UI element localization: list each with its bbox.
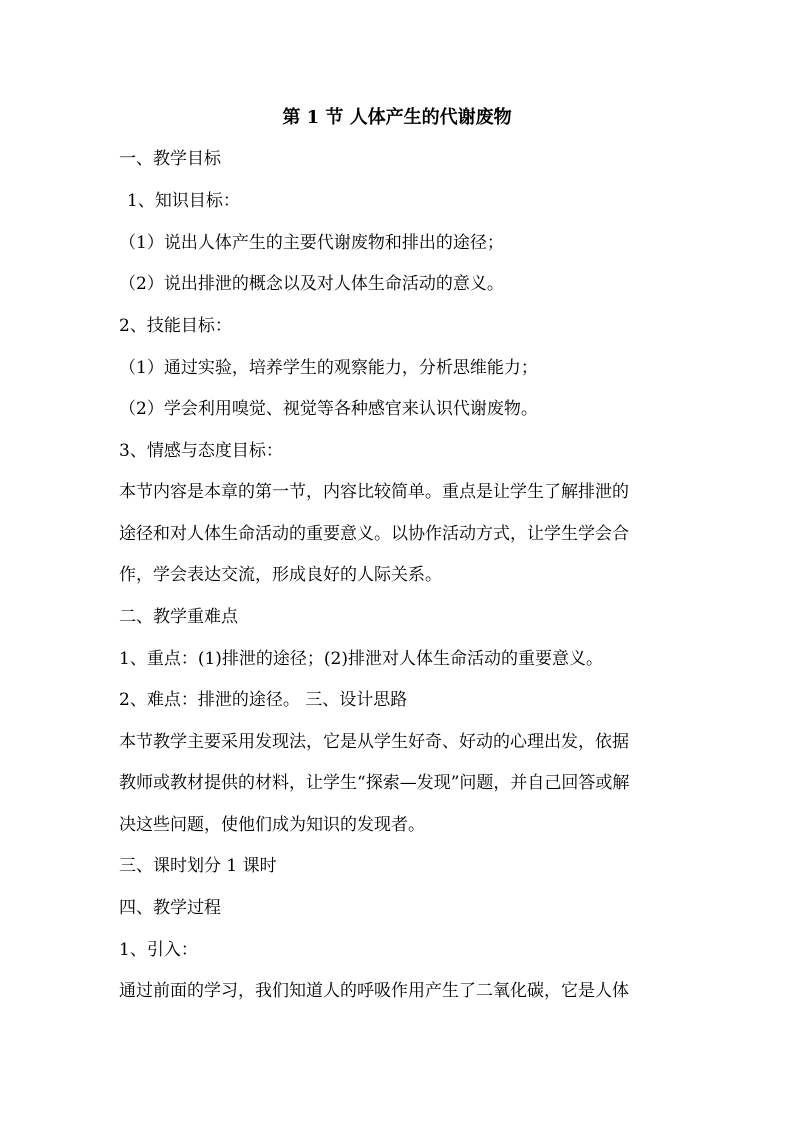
skill-goal-2: （2）学会利用嗅觉、视觉等各种感官来认识代谢废物。 <box>119 399 538 419</box>
page-title: 第 1 节 人体产生的代谢废物 <box>282 107 512 128</box>
paragraph-line: 教师或教材提供的材料，让学生“探索—发现”问题，并自己回答或解 <box>119 773 630 793</box>
paragraph-line: 本节教学主要采用发现法，它是从学生好奇、好动的心理出发，依据 <box>119 732 629 752</box>
heading-class-hours: 三、课时划分 1 课时 <box>119 856 277 876</box>
subheading-skill-goals: 2、技能目标： <box>119 316 232 336</box>
paragraph-line: 决这些问题，使他们成为知识的发现者。 <box>119 815 425 835</box>
knowledge-goal-2: （2）说出排泄的概念以及对人体生命活动的意义。 <box>119 274 504 294</box>
difficulty-line: 2、难点：排泄的途径。 三、设计思路 <box>119 690 408 710</box>
knowledge-goal-1: （1）说出人体产生的主要代谢废物和排出的途径； <box>119 233 504 253</box>
heading-teaching-goals: 一、教学目标 <box>119 149 221 169</box>
subheading-attitude-goals: 3、情感与态度目标： <box>119 441 283 461</box>
paragraph-line: 本节内容是本章的第一节，内容比较简单。重点是让学生了解排泄的 <box>119 482 629 502</box>
subheading-introduction: 1、引入： <box>119 940 198 960</box>
subheading-knowledge-goals: 1、知识目标： <box>127 191 240 211</box>
heading-teaching-process: 四、教学过程 <box>119 898 221 918</box>
paragraph-line: 作，学会表达交流，形成良好的人际关系。 <box>119 565 442 585</box>
skill-goal-1: （1）通过实验，培养学生的观察能力，分析思维能力； <box>119 358 538 378</box>
paragraph-line: 途径和对人体生命活动的重要意义。以协作活动方式，让学生学会合 <box>119 524 629 544</box>
heading-key-difficulties: 二、教学重难点 <box>119 607 238 627</box>
key-point-line: 1、重点：(1)排泄的途径；(2)排泄对人体生命活动的重要意义。 <box>119 649 603 669</box>
paragraph-line: 通过前面的学习，我们知道人的呼吸作用产生了二氧化碳，它是人体 <box>119 981 629 1001</box>
